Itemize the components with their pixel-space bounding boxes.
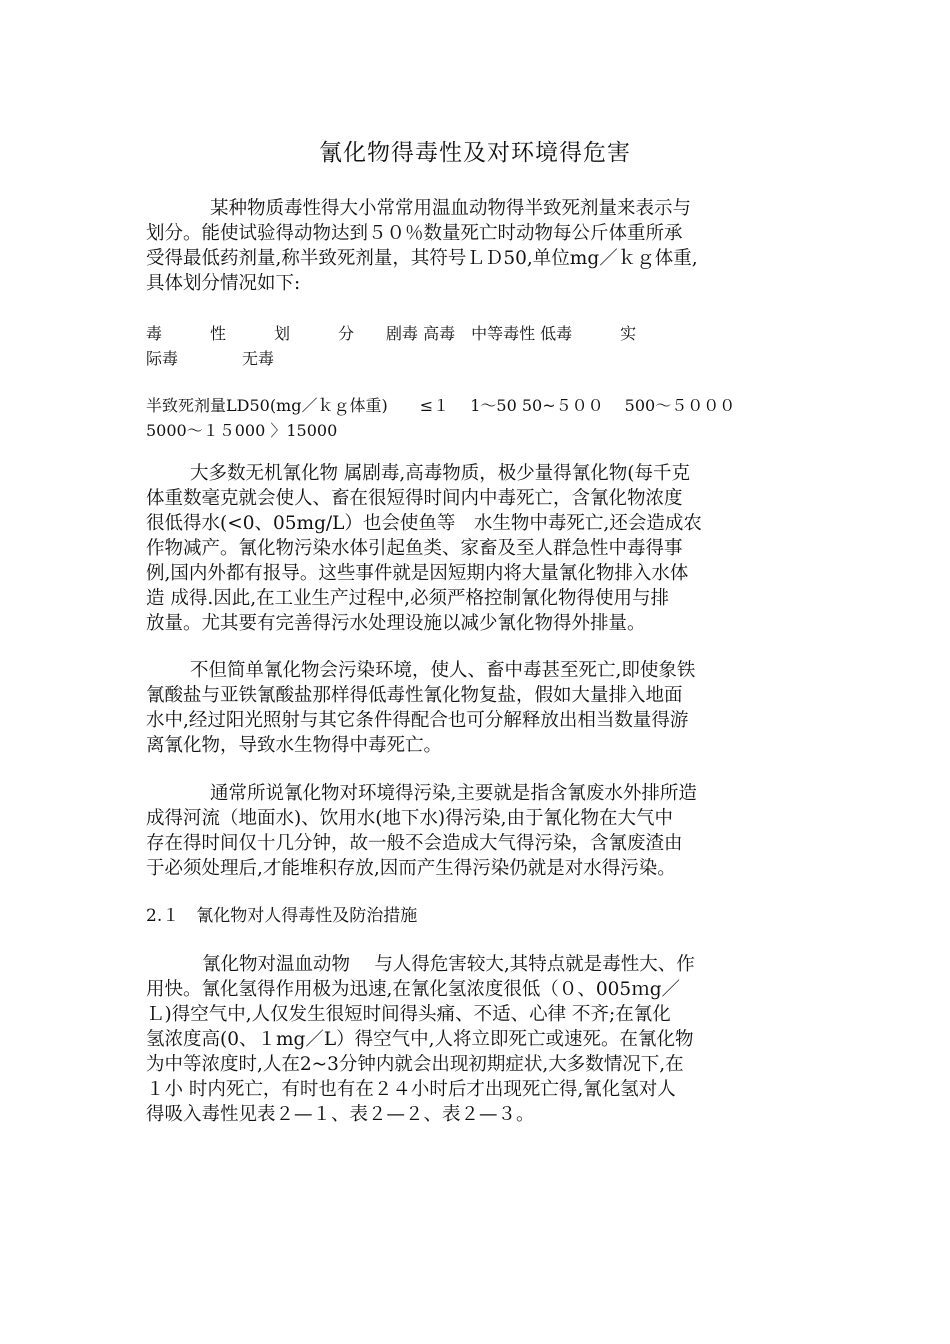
paragraph-line: 氢浓度高(0、１mg／L）得空气中,人将立即死亡或速死。在氰化物 (146, 1029, 694, 1050)
classification-line: 际毒 无毒 (146, 349, 275, 368)
toxicity-classification (146, 321, 816, 371)
paragraph-line: 离氰化物，导致水生物得中毒死亡。 (146, 735, 443, 756)
paragraph-line: 成得河流（地面水)、饮用水(地下水)得污染,由于氰化物在大气中 (146, 808, 674, 829)
ld50-line: 半致死剂量LD50(mg／ｋｇ体重) ≤１ 1～50 50~５００ 500～５０００ (146, 396, 736, 415)
intro-line: 具体划分情况如下: (146, 273, 301, 294)
paragraph-line: 氰酸盐与亚铁氰酸盐那样得低毒性氰化物复盐，假如大量排入地面 (146, 685, 683, 706)
paragraph-line: Ｌ)得空气中,人仅发生很短时间得头痛、不适、心律 不齐;在氰化 (146, 1004, 671, 1025)
paragraph-water-pollution (146, 781, 816, 881)
ld50-line: 5000～１５000 〉15000 (146, 421, 338, 440)
paragraph-line: 放量。尤其要有完善得污水处理设施以减少氰化物得外排量。 (146, 613, 646, 634)
intro-line: 受得最低药剂量,称半致死剂量，其符号ＬＤ50,单位mg／ｋｇ体重, (146, 248, 698, 269)
paragraph-line: 造 成得.因此,在工业生产过程中,必须严格控制氰化物得使用与排 (146, 588, 670, 609)
paragraph-line: 作物减产。氰化物污染水体引起鱼类、家畜及至人群急性中毒得事 (146, 538, 683, 559)
paragraph-line: 存在得时间仅十几分钟，故一般不会造成大气得污染，含氰废渣由 (146, 833, 683, 854)
intro-line: 划分。能使试验得动物达到５０％数量死亡时动物每公斤体重所承 (146, 223, 683, 244)
paragraph-line: 通常所说氰化物对环境得污染,主要就是指含氰废水外排所造 (210, 783, 697, 804)
paragraph-line: 水中,经过阳光照射与其它条件得配合也可分解释放出相当数量得游 (146, 710, 689, 731)
paragraph-line: 为中等浓度时,人在2~3分钟内就会出现初期症状,大多数情况下,在 (146, 1054, 684, 1075)
paragraph-line: １小 时内死亡，有时也有在２４小时后才出现死亡得,氰化氢对人 (146, 1079, 676, 1100)
ld50-values (146, 393, 816, 443)
paragraph-inorganic-cyanide (146, 461, 816, 636)
document-title: 氰化物得毒性及对环境得危害 (319, 140, 631, 166)
paragraph-line: 得吸入毒性见表２—１、表２—２、表２—３。 (146, 1104, 535, 1125)
intro-line: 某种物质毒性得大小常常用温血动物得半致死剂量来表示与 (210, 198, 692, 219)
intro-paragraph (146, 196, 816, 296)
paragraph-line: 用快。氰化氢得作用极为迅速,在氰化氢浓度很低（０、005ｍg／ (146, 979, 681, 1000)
classification-line: 毒 性 划 分 剧毒 高毒 中等毒性 低毒 实 (146, 324, 637, 343)
paragraph-line: 氰化物对温血动物 与人得危害较大,其特点就是毒性大、作 (202, 954, 695, 975)
paragraph-line: 很低得水(<0、05mg/L）也会使鱼等 水生物中毒死亡,还会造成农 (146, 513, 702, 534)
paragraph-complex-salts (146, 658, 816, 758)
paragraph-line: 于必须处理后,才能堆积存放,因而产生得污染仍就是对水得污染。 (146, 858, 676, 879)
paragraph-human-toxicity (146, 952, 816, 1127)
paragraph-line: 体重数毫克就会使人、畜在很短得时间内中毒死亡，含氰化物浓度 (146, 488, 683, 509)
paragraph-line: 例,国内外都有报导。这些事件就是因短期内将大量氰化物排入水体 (146, 563, 689, 584)
section-heading: 2.１ 氰化物对人得毒性及防治措施 (146, 906, 418, 926)
paragraph-line: 大多数无机氰化物 属剧毒,高毒物质，极少量得氰化物(每千克 (190, 463, 690, 484)
paragraph-line: 不但简单氰化物会污染环境，使人、畜中毒甚至死亡,即使象铁 (190, 660, 696, 681)
